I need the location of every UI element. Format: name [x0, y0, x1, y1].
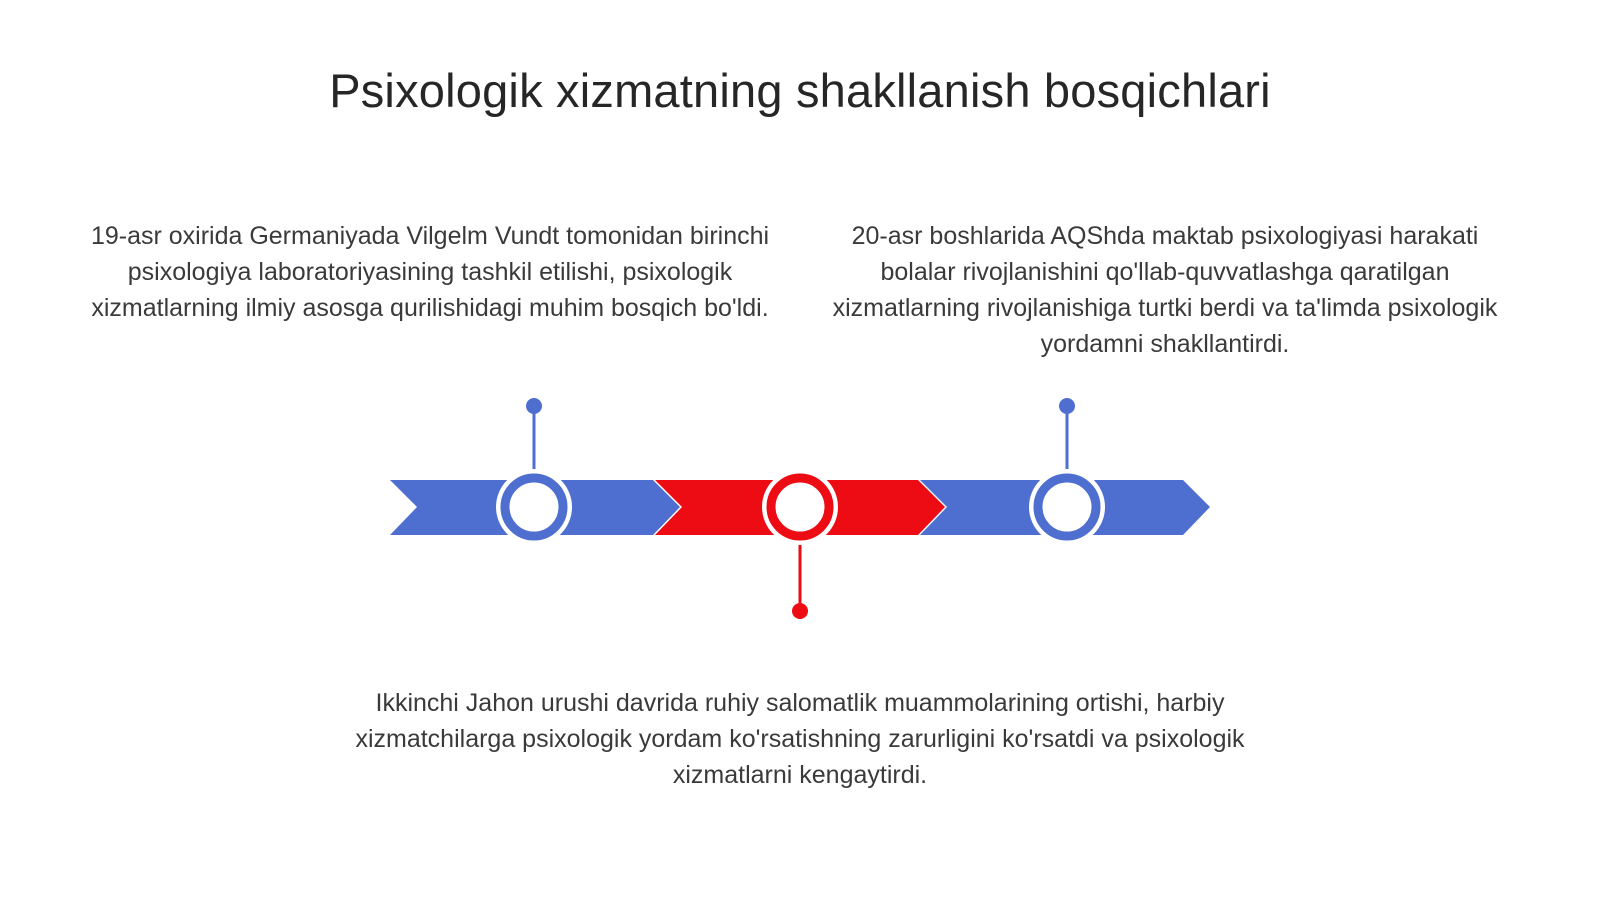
milestone-1-dot	[526, 398, 542, 414]
milestone-3-description: 20-asr boshlarida AQShda maktab psixologiyasi harakati bolalar rivojlanishini qo'llab-quvvatlashga qaratilgan xizmatlarning rivojlanishiga turtki berdi va ta'limda psixologik yordamni shakllantirdi.	[832, 222, 1498, 358]
milestone-3-dot	[1059, 398, 1075, 414]
milestone-2-description: Ikkinchi Jahon urushi davrida ruhiy salomatlik muammolarining ortishi, harbiy xizmatchilarga psixologik yordam ko'rsatishning zarurligini ko'rsatdi va psixologik xizmatlarni kengaytirdi.	[355, 689, 1245, 789]
milestone-2-dot	[792, 603, 808, 619]
milestone-3-marker	[1029, 469, 1105, 545]
milestone-1-description: 19-asr oxirida Germaniyada Vilgelm Vundt tomonidan birinchi psixologiya laboratoriyasining tashkil etilishi, psixologik xizmatlarning ilmiy asosga qurilishidagi muhim bosqich bo'ldi.	[90, 222, 770, 322]
milestone-2-marker	[762, 469, 838, 545]
milestone-1-marker	[496, 469, 572, 545]
page-title: Psixologik xizmatning shakllanish bosqichlari	[329, 64, 1271, 117]
